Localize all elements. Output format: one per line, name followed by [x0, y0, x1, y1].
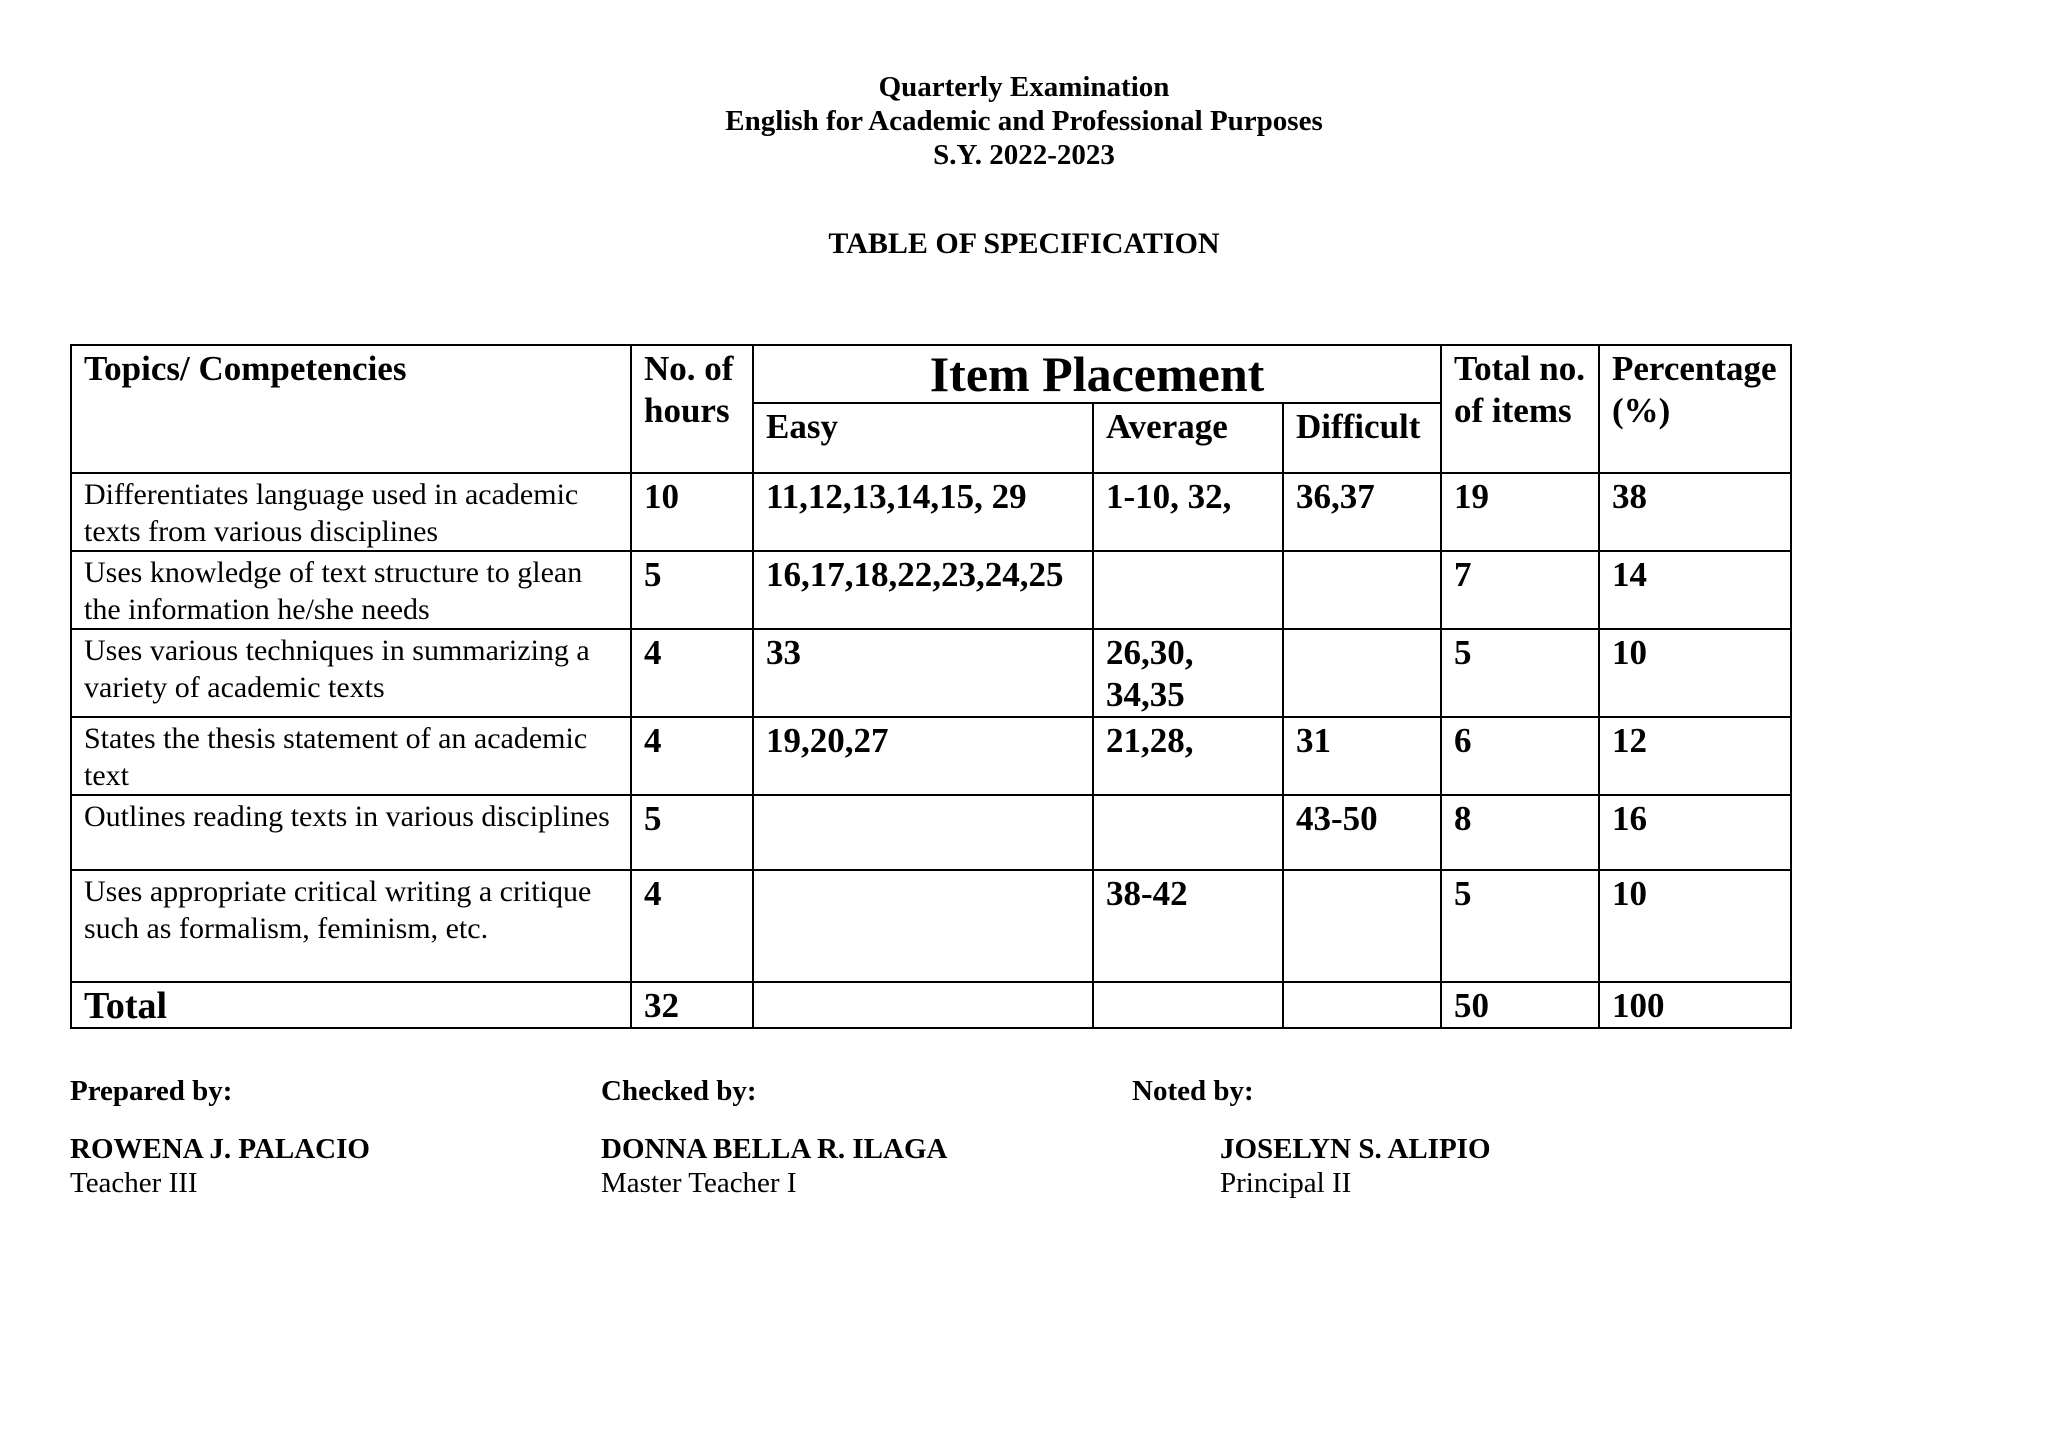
average-cell	[1093, 795, 1283, 870]
easy-cell	[753, 795, 1093, 870]
checked-by-block	[601, 1074, 947, 1200]
average-cell: 21,28,	[1093, 717, 1283, 795]
subject-title: English for Academic and Professional Purposes	[725, 105, 1323, 137]
prepared-by-block	[70, 1074, 370, 1200]
percentage-cell: 16	[1599, 795, 1791, 870]
total-items-cell: 50	[1441, 982, 1599, 1028]
difficult-cell	[1283, 870, 1441, 982]
total-hours-cell: 32	[631, 982, 753, 1028]
difficult-cell: 36,37	[1283, 473, 1441, 551]
header-difficult: Difficult	[1283, 403, 1441, 473]
exam-title: Quarterly Examination	[878, 71, 1170, 103]
easy-cell: 33	[753, 629, 1093, 717]
specification-table	[70, 344, 1792, 1029]
header-topics: Topics/ Competencies	[71, 345, 631, 473]
total-cell: 5	[1441, 629, 1599, 717]
hours-cell: 4	[631, 870, 753, 982]
table-row	[71, 629, 1791, 717]
table-row	[71, 473, 1791, 551]
total-cell: 8	[1441, 795, 1599, 870]
average-cell	[1093, 551, 1283, 629]
topic-cell: States the thesis statement of an academic text	[71, 717, 631, 795]
header-hours: No. of hours	[631, 345, 753, 473]
percentage-cell: 12	[1599, 717, 1791, 795]
average-cell: 1-10, 32,	[1093, 473, 1283, 551]
noted-by-block	[1132, 1074, 1491, 1200]
header-row-top	[71, 345, 1791, 403]
average-cell: 26,30, 34,35	[1093, 629, 1283, 717]
hours-cell: 5	[631, 551, 753, 629]
percentage-cell: 14	[1599, 551, 1791, 629]
total-row	[71, 982, 1791, 1028]
noted-by-name: JOSELYN S. ALIPIO	[1220, 1133, 1491, 1165]
header-percentage: Percentage (%)	[1599, 345, 1791, 473]
easy-cell	[753, 870, 1093, 982]
difficult-cell: 31	[1283, 717, 1441, 795]
total-difficult-cell	[1283, 982, 1441, 1028]
table-row	[71, 717, 1791, 795]
noted-by-position: Principal II	[1220, 1167, 1352, 1199]
total-label: Total	[71, 982, 631, 1028]
difficult-cell	[1283, 629, 1441, 717]
topic-cell: Differentiates language used in academic texts from various disciplines	[71, 473, 631, 551]
easy-cell: 11,12,13,14,15, 29	[753, 473, 1093, 551]
header-easy: Easy	[753, 403, 1093, 473]
header-total-items: Total no. of items	[1441, 345, 1599, 473]
hours-cell: 5	[631, 795, 753, 870]
checked-by-label: Checked by:	[601, 1075, 757, 1107]
hours-cell: 4	[631, 629, 753, 717]
signatories	[0, 1074, 2048, 1214]
total-cell: 19	[1441, 473, 1599, 551]
total-easy-cell	[753, 982, 1093, 1028]
total-cell: 7	[1441, 551, 1599, 629]
total-cell: 6	[1441, 717, 1599, 795]
table-row	[71, 551, 1791, 629]
header-item-placement: Item Placement	[753, 345, 1441, 403]
table-title: TABLE OF SPECIFICATION	[828, 227, 1220, 260]
table-row	[71, 870, 1791, 982]
document-header	[0, 70, 2048, 172]
hours-cell: 10	[631, 473, 753, 551]
noted-by-label: Noted by:	[1132, 1075, 1254, 1107]
total-percentage-cell: 100	[1599, 982, 1791, 1028]
school-year: S.Y. 2022-2023	[933, 139, 1115, 171]
topic-cell: Uses knowledge of text structure to glean the information he/she needs	[71, 551, 631, 629]
checked-by-name: DONNA BELLA R. ILAGA	[601, 1133, 948, 1165]
prepared-by-position: Teacher III	[70, 1167, 198, 1199]
difficult-cell: 43-50	[1283, 795, 1441, 870]
prepared-by-name: ROWENA J. PALACIO	[70, 1133, 370, 1165]
header-average: Average	[1093, 403, 1283, 473]
total-cell: 5	[1441, 870, 1599, 982]
percentage-cell: 10	[1599, 870, 1791, 982]
topic-cell: Uses appropriate critical writing a critique such as formalism, feminism, etc.	[71, 870, 631, 982]
hours-cell: 4	[631, 717, 753, 795]
percentage-cell: 38	[1599, 473, 1791, 551]
topic-cell: Uses various techniques in summarizing a variety of academic texts	[71, 629, 631, 717]
easy-cell: 16,17,18,22,23,24,25	[753, 551, 1093, 629]
difficult-cell	[1283, 551, 1441, 629]
easy-cell: 19,20,27	[753, 717, 1093, 795]
checked-by-position: Master Teacher I	[601, 1167, 797, 1199]
table-row	[71, 795, 1791, 870]
prepared-by-label: Prepared by:	[70, 1075, 233, 1107]
percentage-cell: 10	[1599, 629, 1791, 717]
topic-cell: Outlines reading texts in various disciplines	[71, 795, 631, 870]
total-average-cell	[1093, 982, 1283, 1028]
average-cell: 38-42	[1093, 870, 1283, 982]
